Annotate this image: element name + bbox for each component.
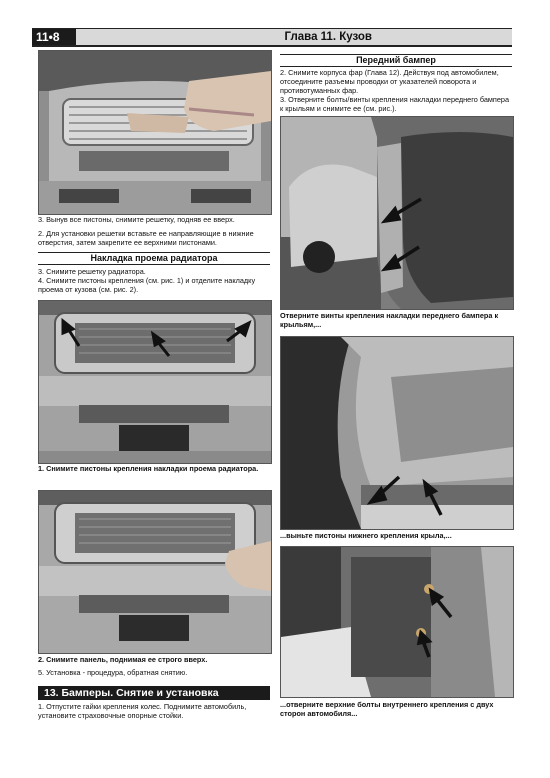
photo-grille-removal <box>38 50 272 215</box>
section-front-bumper: Передний бампер <box>280 54 512 67</box>
step-front-bumper-3: 3. Отверните болты/винты крепления накладки переднего бампера к крыльям и снимите ее (см. рис.). <box>280 95 510 113</box>
note-reassembly: 5. Установка - процедура, обратная снятию. <box>38 668 188 677</box>
section-radiator-trim: Накладка проема радиатора <box>38 252 270 265</box>
caption-bumper-screws: Отверните винты крепления накладки переднего бампера к крыльям,... <box>280 311 499 329</box>
note-grille-install: 2. Для установки решетки вставьте ее направляющие в нижние отверстия, затем закрепите ее верхними пистонами. <box>38 229 254 247</box>
caption-panel-lift: 2. Снимите панель, поднимая ее строго вверх. <box>38 655 208 664</box>
step-radiator-4: 4. Снимите пистоны крепления (см. рис. 1) и отделите накладку проема от кузова (см. рис. 2). <box>38 276 256 294</box>
section-bumpers: 13. Бамперы. Снятие и установка <box>38 686 270 700</box>
chapter-title: Глава 11. Кузов <box>284 31 372 43</box>
step-bumpers-1: 1. Отпустите гайки крепления колес. Поднимите автомобиль, установите страховочные опорные стойки. <box>38 702 247 720</box>
photo-radiator-clips <box>38 300 272 464</box>
photo-bumper-screws <box>280 116 514 310</box>
caption-radiator-clips: 1. Снимите пистоны крепления накладки проема радиатора. <box>38 464 259 473</box>
caption-grille-removal: 3. Вынув все пистоны, снимите решетку, подняв ее вверх. <box>38 215 235 224</box>
step-front-bumper-2: 2. Снимите корпуса фар (Глава 12). Действуя под автомобилем, отсоедините разъемы проводки от указателей поворота и противотуманных фар. <box>280 68 499 95</box>
caption-fender-clips: ...выньте пистоны нижнего крепления крыла,... <box>280 531 452 540</box>
caption-inner-bolts: ...отверните верхние болты внутреннего крепления с двух сторон автомобиля... <box>280 700 494 718</box>
photo-panel-lift <box>38 490 272 654</box>
step-radiator-3: 3. Снимите решетку радиатора. <box>38 267 146 276</box>
page-number: 11•8 <box>32 29 76 45</box>
photo-fender-clips <box>280 336 514 530</box>
page-header <box>32 28 512 47</box>
photo-inner-bolts <box>280 546 514 698</box>
